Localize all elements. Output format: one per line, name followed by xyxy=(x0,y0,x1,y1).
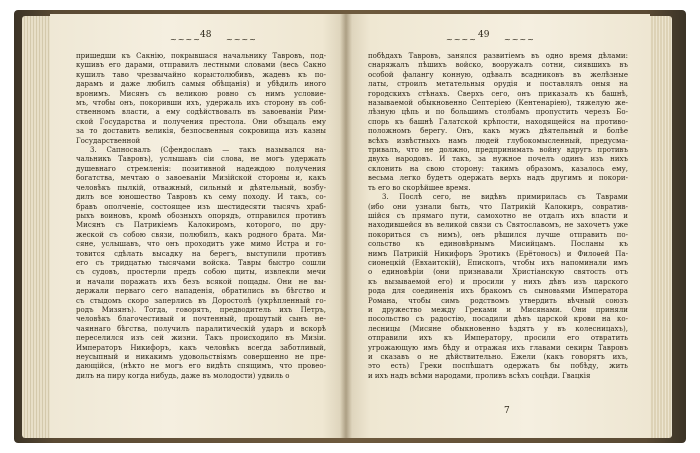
text-line: кушивъ его дарами, отправилъ лестными словами (весь Сакно xyxy=(76,61,326,70)
left-page-text xyxy=(76,52,326,381)
text-line: 3. Сапносвалъ (Сфендославъ — такъ назывался на- xyxy=(90,146,326,155)
text-line: спорь къ башнѣ Галатской крѣпости, находящейся на противо- xyxy=(368,117,628,126)
text-line: весьма легко будетъ одержать верхъ надъ другимъ и покори- xyxy=(368,174,628,183)
text-line: дилъ все юношество Тавровъ къ сему походу. И такъ, со- xyxy=(76,193,326,202)
text-line: дающійся, (нѣкто не могъ его видѣть спящимъ, что провео- xyxy=(76,362,326,371)
text-line: шійся съ прямаго пути, самохотно не отдалъ ихъ власти и xyxy=(368,211,628,220)
text-line: пришедши къ Сакнію, покрывшася начальнику Тавровъ, под- xyxy=(76,52,326,60)
text-line: бравъ ополченіе, состоящее изъ шестидесяти тысячъ храб- xyxy=(76,202,326,211)
text-line: чальникъ Тавровъ), услышавъ сіи слова, не могъ удержать xyxy=(76,155,326,164)
text-line: 3. Послѣ сего, не видѣвъ примирилась съ Таврами xyxy=(382,193,628,202)
text-line: богатства, мечтаю о завоеваніи Мизійской стороны и, какъ xyxy=(76,174,326,183)
text-line: снаряжалъ пѣшихъ войско, вооружалъ сотни, сиявшихъ въ xyxy=(368,61,628,70)
text-line: родъ Мизянъ). Тогда, говорятъ, предводитель ихъ Петръ, xyxy=(76,305,326,314)
text-line: латы, строилъ метательныя орудія и поставлялъ оныя на xyxy=(368,80,628,89)
text-line: особой фалангу конную, одѣвалъ всадниковъ въ желѣзные xyxy=(368,70,628,79)
text-line: лесницы (Мисяне обыкновенно ѣздятъ у въ колесницахъ), xyxy=(368,324,628,333)
text-line: и начали поражать ихъ безъ всякой пощады. Они не вы- xyxy=(76,277,326,286)
header-ornament-left: ~~~~ xyxy=(170,35,201,44)
text-line: держали перваго сего нападенія, обратились въ бѣгство и xyxy=(76,287,326,296)
text-line: мъ, чтобы онъ, покоривши ихъ, удержаль ихъ сторону въ соб- xyxy=(76,99,326,108)
text-line: неусыпный и никакимъ удовольствіямъ совершенно не пре- xyxy=(76,353,326,361)
text-line: двухъ народовъ. И такъ, за нужное почелъ одинъ изъ нихъ xyxy=(368,155,628,164)
text-line: склонить на свою сторону: такимъ образомъ, казалось ему, xyxy=(368,164,628,173)
text-line: рода для соединенія ихъ бракомъ съ сыновьями Императора xyxy=(368,287,628,296)
text-line: ть его во скорѣйшее время. xyxy=(368,183,471,192)
text-line: сольство къ единовѣрнымъ Мисийцамъ. Посланы къ xyxy=(368,240,628,249)
text-line: побѣдахъ Тавровъ, занялся развитіемъ въ одно время дѣлами: xyxy=(368,52,628,60)
text-line: и ихъ надъ всѣми народами, проливъ всѣхъ соцѣди. Гвацкія xyxy=(368,371,591,380)
text-line: переселился изъ сей жизни. Такъ происходило въ Мизіи. xyxy=(76,334,326,343)
text-line: это есть) Греки поспѣшатъ одержать бы побѣду, жить xyxy=(368,362,628,371)
left-page xyxy=(50,14,346,438)
text-line: угрожающую имъ бѣду и отражая ихъ главами секиры Тавровъ xyxy=(368,343,628,352)
text-line: о единовѣріи (они признавали Христіанскую святость отъ xyxy=(368,268,628,277)
text-line: Государственной xyxy=(76,136,141,145)
text-line: и сказавъ о не дѣйствительно. Ежели (какъ говорятъ ихъ, xyxy=(368,353,628,361)
text-line: съ судовъ, простерли предъ собою щиты, извлекли мечи xyxy=(76,268,326,277)
text-line: отправили ихъ къ Императору, просили его отвратить xyxy=(368,334,628,343)
text-line: нимъ Патрикій Никифоръ Эротикъ (Ерётоносъ) и Филоѳей Па- xyxy=(368,249,628,258)
right-page xyxy=(346,14,650,438)
text-line: находившейся въ великой связи съ Святославомъ, не захочетъ уже xyxy=(368,221,628,230)
text-line: сионецкій (Евхаитскій), Епископъ, чтобы ихъ напоминали имъ xyxy=(368,258,628,267)
text-line: человѣкъ благочестивый и почтенный, прошутый сынъ не- xyxy=(76,315,326,324)
right-page-text xyxy=(368,52,628,381)
text-line: дилъ на пиру когда нибудь, даже въ молодости) удвиль о xyxy=(76,371,290,380)
text-line: Романа, чтобы симъ родствомъ утвердить вѣчный союзъ xyxy=(368,296,628,305)
text-line: всѣхъ извѣстныхъ намъ людей глубокомысленный, предусма- xyxy=(368,136,628,145)
header-ornament-right: ~~~~ xyxy=(504,35,535,44)
text-line: къ вызываемой его) и просили у нихъ дѣвъ изъ царского xyxy=(368,277,628,286)
text-line: ской Государства и получения престола. Они объщаль ему xyxy=(76,117,326,126)
text-line: кушилъ таво чрезвычайно корыстолюбивъ, жадевъ къ по- xyxy=(76,70,326,79)
text-line: посольство съ радостію, посадили дѣвъ царской крови на ко- xyxy=(368,315,628,324)
text-line: Императоръ Никифоръ, какъ человѣкъ всегда заботливый, xyxy=(76,343,326,352)
text-line: съ стыдомъ скоро заперлись въ Доростолѣ (укрѣпленный го- xyxy=(76,296,326,305)
header-ornament-left: ~~~~ xyxy=(446,35,477,44)
text-line: (ибо они узнали быть, что Патрикій Калокиръ, совратив- xyxy=(368,202,628,211)
text-line: его съ тридцатью тысячами войска. Тавры быстро сошли xyxy=(76,258,326,267)
text-line: положномъ берегу. Онъ, какъ мужъ дѣятельный и болѣе xyxy=(368,127,628,136)
text-line: чаяннаго бѣгства, получилъ паралитическій ударъ и вскорѣ xyxy=(76,324,326,333)
text-line: рыхъ воиновъ, кромѣ обозныхъ опорядъ, отправился противъ xyxy=(76,211,326,220)
text-line: душевнаго стремленія: позитивной надеждою получения xyxy=(76,164,326,173)
text-line: покориться съ нимъ), онъ рѣшился лучше отправить по- xyxy=(368,230,628,239)
text-line: вронимъ. Мисянъ съ великою ровно съ нимъ условие- xyxy=(76,89,326,98)
left-page-number: 48 xyxy=(200,30,212,40)
header-ornament-right: ~~~~ xyxy=(226,35,257,44)
book-gutter xyxy=(340,14,352,438)
text-line: жеской съ собою связи, полюбилъ, какъ родного брата. Ми- xyxy=(76,230,326,239)
text-line: ственномъ власти, а ему содѣйствовалъ въ завоеваніи Рим- xyxy=(76,108,326,117)
text-line: дарамъ и даже любилъ самыя обѣщанія) и убѣдилъ иного xyxy=(76,80,326,89)
text-line: тривалъ, что не должно, предпринимать войну вдругъ противъ xyxy=(368,146,628,155)
text-line: человѣкъ пылкій, отважный, сильный и дѣятельный, возбу- xyxy=(76,183,326,192)
text-line: и дружество между Греками и Мисянами. Они приняли xyxy=(368,305,628,314)
text-line: товится сдѣлать высадку на берегъ, выступили противъ xyxy=(76,249,326,258)
text-line: Мисянъ съ Патрикіемъ Калокиромъ, которого, по дру- xyxy=(76,221,326,230)
right-page-number: 49 xyxy=(478,30,490,40)
signature-mark: 7 xyxy=(504,406,510,416)
text-line: городскихъ стѣнахъ. Сверхъ сего, онъ приказалъ къ башнѣ, xyxy=(368,89,628,98)
text-line: за то доставить великія, безпосвенныя сокровища изъ казны xyxy=(76,127,326,136)
text-line: называемой обыкновенно Септеріею (Кентенаріею), тяжелую же- xyxy=(368,99,628,108)
text-line: лѣзную цѣпь и по большимъ столбамъ пропустить черезъ Бо- xyxy=(368,108,628,117)
text-line: сяне, услышавъ, что онъ проходитъ уже мимо Истра и го- xyxy=(76,240,326,249)
